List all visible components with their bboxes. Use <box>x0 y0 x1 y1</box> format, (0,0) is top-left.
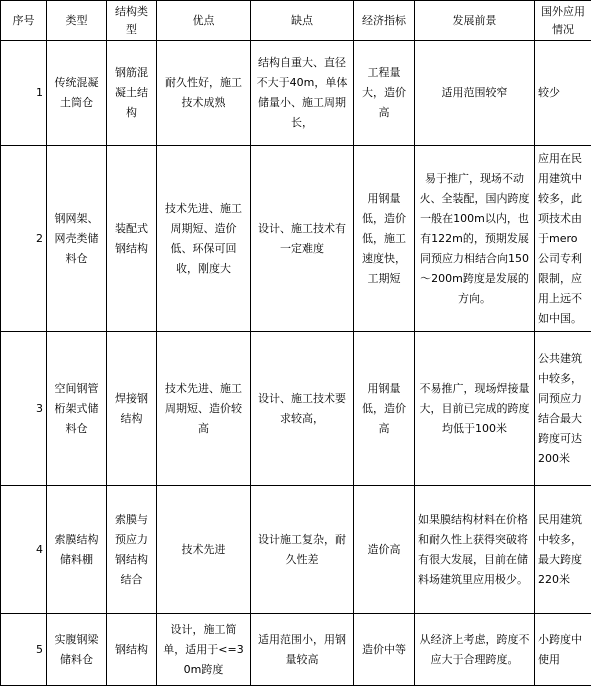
cell-abroad: 公共建筑中较多，同预应力结合最大跨度可达200米 <box>535 332 591 486</box>
cell-no: 5 <box>1 614 47 686</box>
cell-cons: 设计、施工技术要求较高， <box>251 332 354 486</box>
cell-structure: 钢结构 <box>107 614 157 686</box>
cell-structure: 装配式钢结构 <box>107 146 157 332</box>
cell-cons: 设计施工复杂，耐久性差 <box>251 486 354 614</box>
header-cell-no: 序号 <box>1 1 47 41</box>
cell-pros: 设计，施工简单，适用于<=30m跨度 <box>157 614 251 686</box>
table-row <box>1 486 591 614</box>
cell-type: 空间钢管桁架式储料仓 <box>47 332 107 486</box>
cell-abroad: 较少 <box>535 41 591 146</box>
header-cell-pros: 优点 <box>157 1 251 41</box>
cell-economy: 用钢量低，造价低，施工速度快，工期短 <box>354 146 415 332</box>
cell-pros: 技术先进 <box>157 486 251 614</box>
cell-pros: 技术先进、施工周期短、造价较高 <box>157 332 251 486</box>
cell-no: 4 <box>1 486 47 614</box>
table-row <box>1 332 591 486</box>
cell-economy: 造价中等 <box>354 614 415 686</box>
header-cell-cons: 缺点 <box>251 1 354 41</box>
cell-structure: 焊接钢结构 <box>107 332 157 486</box>
cell-abroad: 应用在民用建筑中较多，此项技术由于mero公司专利限制，应用上远不如中国。 <box>535 146 591 332</box>
cell-outlook: 如果膜结构材料在价格和耐久性上获得突破将有很大发展，目前在储料场建筑里应用极少。 <box>415 486 535 614</box>
header-cell-structure: 结构类型 <box>107 1 157 41</box>
cell-structure: 索膜与预应力钢结构结合 <box>107 486 157 614</box>
header-cell-outlook: 发展前景 <box>415 1 535 41</box>
table-row <box>1 614 591 686</box>
table-header-row <box>1 1 591 41</box>
cell-type: 钢网架、网壳类储料仓 <box>47 146 107 332</box>
cell-economy: 造价高 <box>354 486 415 614</box>
cell-structure: 钢筋混凝土结构 <box>107 41 157 146</box>
header-cell-type: 类型 <box>47 1 107 41</box>
cell-no: 1 <box>1 41 47 146</box>
cell-type: 实腹钢梁储料仓 <box>47 614 107 686</box>
header-cell-abroad: 国外应用情况 <box>535 1 591 41</box>
cell-outlook: 适用范围较窄 <box>415 41 535 146</box>
cell-economy: 工程量大，造价高 <box>354 41 415 146</box>
cell-cons: 设计、施工技术有一定难度 <box>251 146 354 332</box>
cell-no: 2 <box>1 146 47 332</box>
cell-no: 3 <box>1 332 47 486</box>
cell-pros: 技术先进、施工周期短、造价低、环保可回收，刚度大 <box>157 146 251 332</box>
cell-outlook: 不易推广，现场焊接量大，目前已完成的跨度均低于100米 <box>415 332 535 486</box>
cell-type: 索膜结构储料棚 <box>47 486 107 614</box>
header-cell-economy: 经济指标 <box>354 1 415 41</box>
cell-outlook: 从经济上考虑，跨度不应大于合理跨度。 <box>415 614 535 686</box>
table-row <box>1 146 591 332</box>
cell-outlook: 易于推广，现场不动火、全装配，国内跨度一般在100m以内，也有122m的，预期发展同预应力相结合向150～200m跨度是发展的方向。 <box>415 146 535 332</box>
cell-economy: 用钢量低，造价高 <box>354 332 415 486</box>
cell-abroad: 民用建筑中较多，最大跨度220米 <box>535 486 591 614</box>
cell-abroad: 小跨度中使用 <box>535 614 591 686</box>
cell-pros: 耐久性好，施工技术成熟 <box>157 41 251 146</box>
cell-cons: 结构自重大、直径不大于40m，单体储量小、施工周期长， <box>251 41 354 146</box>
cell-cons: 适用范围小，用钢量较高 <box>251 614 354 686</box>
cell-type: 传统混凝土筒仓 <box>47 41 107 146</box>
table-row <box>1 41 591 146</box>
